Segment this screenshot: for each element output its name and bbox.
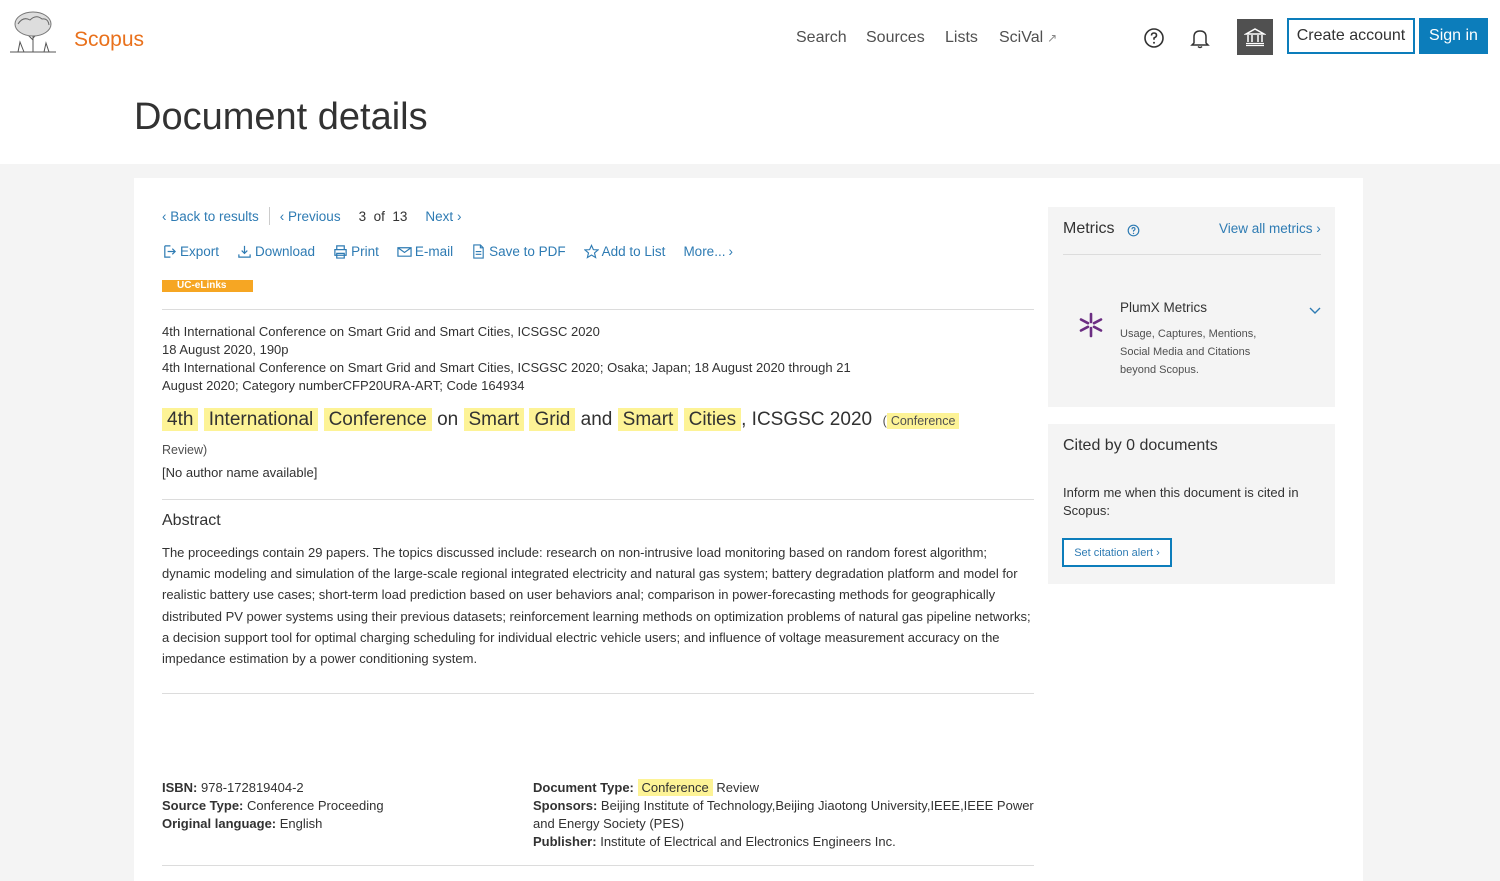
sign-in-button[interactable]: Sign in <box>1419 18 1488 54</box>
divider <box>162 865 1034 866</box>
nav-lists[interactable]: Lists <box>945 29 978 46</box>
bibliographic-info-right <box>533 779 1038 851</box>
result-navigation <box>162 207 461 225</box>
more-label: More... <box>683 244 726 259</box>
chevron-left-icon: ‹ <box>279 208 289 224</box>
download-icon <box>237 244 252 259</box>
chevron-left-icon: ‹ <box>162 208 171 224</box>
doc-type-label: Document Type: <box>533 780 634 795</box>
paren-open: ( <box>882 414 887 428</box>
top-header <box>0 0 1500 164</box>
title-word: Cities <box>684 408 742 431</box>
chevron-right-icon: › <box>1153 546 1160 559</box>
isbn-value: 978-172819404-2 <box>201 780 304 795</box>
total-count: 13 <box>392 208 408 224</box>
source-type-value: Conference Proceeding <box>247 798 384 813</box>
plumx-logo-icon <box>1077 311 1105 339</box>
sponsors-label: Sponsors: <box>533 798 598 813</box>
chevron-right-icon: › <box>453 208 462 224</box>
chevron-right-icon: › <box>1312 221 1321 236</box>
divider <box>1063 254 1321 255</box>
pdf-icon <box>471 244 486 259</box>
isbn-row <box>162 779 384 797</box>
chevron-down-icon[interactable] <box>1309 305 1321 315</box>
doc-type-row <box>533 779 1038 797</box>
type-rest: Review) <box>162 443 208 457</box>
result-counter <box>359 209 408 224</box>
source-title-line: 4th International Conference on Smart Grid and Smart Cities, ICSGSC 2020 <box>162 324 600 339</box>
institution-icon <box>1244 26 1266 48</box>
nav-scival[interactable] <box>999 29 1057 47</box>
language-label: Original language: <box>162 816 277 831</box>
title-word: Grid <box>529 408 575 431</box>
divider <box>162 499 1034 500</box>
nav-sources[interactable]: Sources <box>866 29 925 46</box>
isbn-label: ISBN: <box>162 780 198 795</box>
external-link-icon: ↗ <box>1047 31 1058 45</box>
cited-by-title: Cited by 0 documents <box>1063 437 1218 454</box>
abstract-text: The proceedings contain 29 papers. The topics discussed include: research on non-intrusive load monitoring based on random forest algorithm; dynamic modeling and simulation of the large-scale regional integrated electricity and natural gas system; battery degradation platform and model for realistic battery use cases; short-term load prediction based on user behaviors anal; comparison in power-forecasting methods for geographically distributed PV power systems using their previous datasets; reinforcement learning methods on optimization problems of natural gas pipeline networks; a decision support tool for optimal charging scheduling for individual electric vehicle users; and influence of voltage measurement accuracy on the impedance estimation by a power conditioning system. <box>162 545 1031 667</box>
source-date-line: 18 August 2020, 190p <box>162 342 289 357</box>
next-label: Next <box>425 208 454 224</box>
language-row <box>162 815 384 833</box>
email-label: E-mail <box>414 244 454 259</box>
alert-label: Set citation alert <box>1074 546 1154 559</box>
print-icon <box>333 244 348 259</box>
back-label: Back to results <box>170 208 259 224</box>
add-to-list-button[interactable] <box>584 244 666 259</box>
plumx-description: Usage, Captures, Mentions, Social Media and Citations beyond Scopus. <box>1120 328 1257 376</box>
divider <box>269 207 270 225</box>
metrics-title: Metrics <box>1063 220 1115 237</box>
elsevier-logo-icon[interactable] <box>8 10 58 54</box>
star-icon <box>584 244 599 259</box>
abstract-heading: Abstract <box>162 512 221 529</box>
brand-name[interactable]: Scopus <box>74 28 145 51</box>
source-type-row <box>162 797 384 815</box>
nav-scival-label: SciVal <box>999 29 1044 46</box>
set-citation-alert-button[interactable] <box>1062 538 1172 567</box>
language-value: English <box>279 816 323 831</box>
export-button[interactable] <box>162 244 219 259</box>
title-word: and <box>580 409 613 430</box>
institution-button[interactable] <box>1237 19 1273 55</box>
email-button[interactable] <box>397 244 453 259</box>
export-label: Export <box>180 244 220 259</box>
document-title <box>162 406 1022 464</box>
view-all-metrics-link[interactable] <box>1219 221 1321 236</box>
publisher-value: Institute of Electrical and Electronics Engineers Inc. <box>600 834 896 849</box>
save-pdf-label: Save to PDF <box>489 244 566 259</box>
author-list: [No author name available] <box>162 465 318 480</box>
source-type-label: Source Type: <box>162 798 244 813</box>
previous-link[interactable] <box>280 209 341 224</box>
help-icon[interactable] <box>1142 26 1166 50</box>
nav-search[interactable]: Search <box>796 29 847 46</box>
add-to-list-label: Add to List <box>601 244 666 259</box>
of-label: of <box>373 208 385 224</box>
email-icon <box>397 244 412 259</box>
back-to-results-link[interactable] <box>162 209 259 224</box>
plumx-title: PlumX Metrics <box>1120 300 1208 315</box>
conference-line: 4th International Conference on Smart Grid and Smart Cities, ICSGSC 2020; Osaka; Japan; 18 August 2020 through 21 <box>162 360 851 375</box>
divider <box>162 693 1034 694</box>
previous-label: Previous <box>288 208 341 224</box>
current-index: 3 <box>358 208 367 224</box>
divider <box>162 309 1034 310</box>
document-actions <box>162 244 733 259</box>
view-all-metrics-label: View all metrics <box>1219 221 1313 236</box>
bell-icon[interactable] <box>1188 26 1212 50</box>
title-word: on <box>437 409 459 430</box>
sponsors-value: Beijing Institute of Technology,Beijing Jiaotong University,IEEE,IEEE Power and Energy Society (PES) <box>533 798 1034 831</box>
uc-elinks-button[interactable]: UC-eLinks <box>162 280 253 292</box>
more-button[interactable] <box>683 244 733 259</box>
title-tail: , ICSGSC 2020 <box>741 409 873 430</box>
type-highlight: Conference <box>887 413 960 429</box>
metrics-help-icon[interactable] <box>1127 224 1140 237</box>
title-word: International <box>204 408 319 431</box>
publisher-row <box>533 833 1038 851</box>
download-label: Download <box>255 244 316 259</box>
export-icon <box>162 244 177 259</box>
print-button[interactable] <box>333 244 379 259</box>
save-pdf-button[interactable] <box>471 244 566 259</box>
doc-type-highlight: Conference <box>638 779 713 796</box>
page-title: Document details <box>134 96 428 138</box>
cited-by-text: Inform me when this document is cited in Scopus: <box>1063 485 1299 518</box>
create-account-button[interactable]: Create account <box>1287 18 1415 54</box>
source-info <box>162 323 882 395</box>
conference-line-cont: August 2020; Category numberCFP20URA-ART; Code 164934 <box>162 378 525 393</box>
title-word: Smart <box>618 408 679 431</box>
doc-type-rest: Review <box>716 780 759 795</box>
publisher-label: Publisher: <box>533 834 597 849</box>
sponsors-row <box>533 797 1038 833</box>
chevron-right-icon: › <box>728 244 733 259</box>
title-word: 4th <box>162 408 198 431</box>
title-word: Smart <box>464 408 525 431</box>
next-link[interactable] <box>425 209 461 224</box>
bibliographic-info-left <box>162 779 384 833</box>
print-label: Print <box>351 244 379 259</box>
title-word: Conference <box>324 408 432 431</box>
download-button[interactable] <box>237 244 315 259</box>
